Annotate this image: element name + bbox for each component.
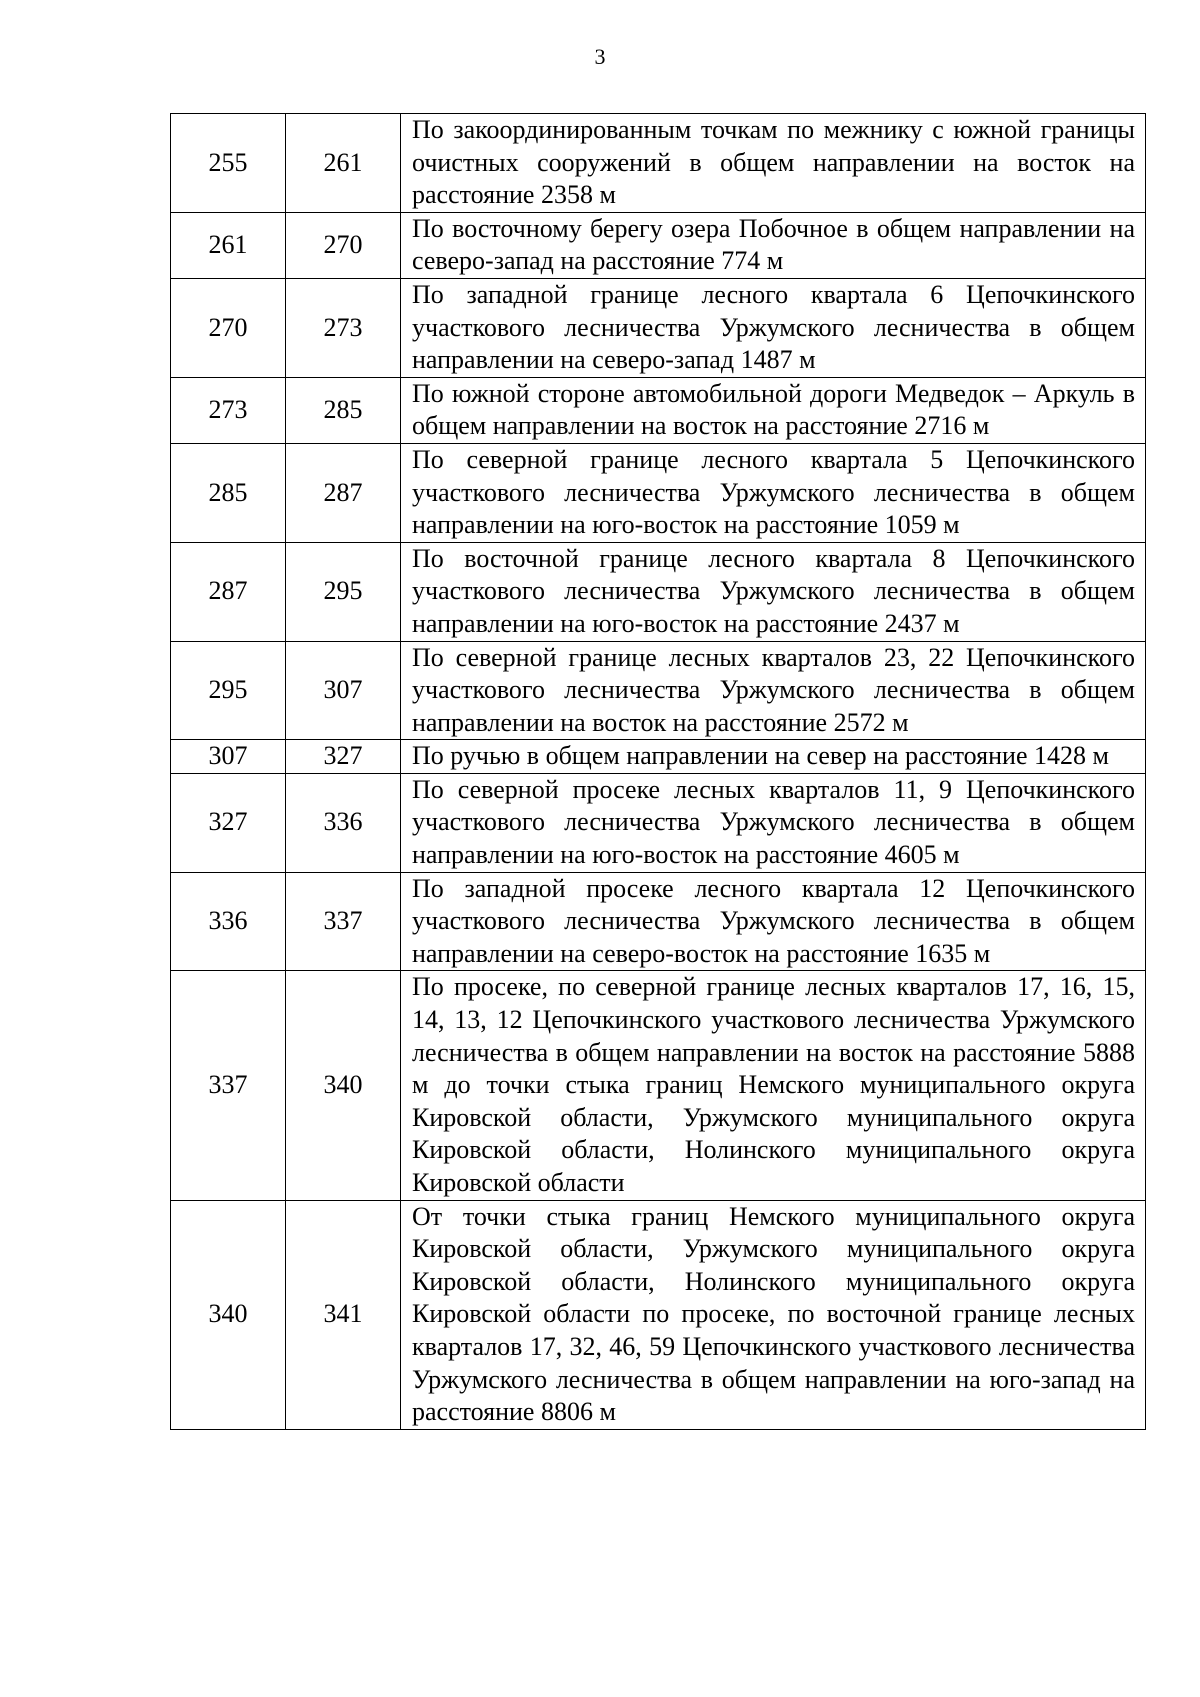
table-row (171, 114, 1146, 213)
table-row (171, 1200, 1146, 1429)
point-from: 307 (171, 740, 286, 774)
point-to: 261 (286, 114, 401, 213)
boundary-description: По восточному берегу озера Побочное в общем направлении на северо-запад на расстояние 774 м (401, 212, 1146, 278)
boundary-description: По северной границе лесного квартала 5 Цепочкинского участкового лесничества Уржумского лесничества в общем направлении на юго-восток на расстояние 1059 м (401, 443, 1146, 542)
table-row (171, 212, 1146, 278)
table-row (171, 377, 1146, 443)
boundary-description: По западной просеке лесного квартала 12 Цепочкинского участкового лесничества Уржумского лесничества в общем направлении на северо-восток на расстояние 1635 м (401, 872, 1146, 971)
boundary-description: По восточной границе лесного квартала 8 Цепочкинского участкового лесничества Уржумского лесничества в общем направлении на юго-восток на расстояние 2437 м (401, 542, 1146, 641)
point-to: 340 (286, 971, 401, 1200)
page-number: 3 (594, 44, 606, 69)
point-from: 327 (171, 773, 286, 872)
point-from: 336 (171, 872, 286, 971)
boundary-description: По просеке, по северной границе лесных кварталов 17, 16, 15, 14, 13, 12 Цепочкинского участкового лесничества Уржумского лесничества в общем направлении на восток на расстояние 5888 м до точки стыка границ Немского муниципального округа Кировской области, Уржумского муниципального округа Кировской области, Нолинского муниципального округа Кировской области (401, 971, 1146, 1200)
point-to: 341 (286, 1200, 401, 1429)
boundary-description: По северной границе лесных кварталов 23, 22 Цепочкинского участкового лесничества Уржумского лесничества в общем направлении на восток на расстояние 2572 м (401, 641, 1146, 740)
boundary-description: По западной границе лесного квартала 6 Цепочкинского участкового лесничества Уржумского лесничества в общем направлении на северо-запад 1487 м (401, 278, 1146, 377)
table-row (171, 542, 1146, 641)
table-row (171, 278, 1146, 377)
point-from: 255 (171, 114, 286, 213)
boundary-description: От точки стыка границ Немского муниципального округа Кировской области, Уржумского муниципального округа Кировской области, Нолинского муниципального округа Кировской области по просеке, по восточной границе лесных кварталов 17, 32, 46, 59 Цепочкинского участкового лесничества Уржумского лесничества в общем направлении на юго-запад на расстояние 8806 м (401, 1200, 1146, 1429)
boundary-description: По южной стороне автомобильной дороги Медведок – Аркуль в общем направлении на восток на расстояние 2716 м (401, 377, 1146, 443)
table-row (171, 773, 1146, 872)
boundary-description-table (170, 113, 1146, 1430)
table-row (171, 971, 1146, 1200)
point-from: 295 (171, 641, 286, 740)
point-from: 261 (171, 212, 286, 278)
point-from: 273 (171, 377, 286, 443)
point-from: 285 (171, 443, 286, 542)
point-from: 340 (171, 1200, 286, 1429)
point-to: 337 (286, 872, 401, 971)
boundary-description: По ручью в общем направлении на север на расстояние 1428 м (401, 740, 1146, 774)
table-row (171, 641, 1146, 740)
point-to: 270 (286, 212, 401, 278)
table-row (171, 443, 1146, 542)
boundary-description: По северной просеке лесных кварталов 11, 9 Цепочкинского участкового лесничества Уржумского лесничества в общем направлении на юго-восток на расстояние 4605 м (401, 773, 1146, 872)
point-to: 307 (286, 641, 401, 740)
point-to: 273 (286, 278, 401, 377)
table-row (171, 740, 1146, 774)
point-to: 336 (286, 773, 401, 872)
point-to: 287 (286, 443, 401, 542)
point-to: 285 (286, 377, 401, 443)
point-to: 327 (286, 740, 401, 774)
point-from: 287 (171, 542, 286, 641)
point-to: 295 (286, 542, 401, 641)
boundary-description: По закоординированным точкам по межнику с южной границы очистных сооружений в общем направлении на восток на расстояние 2358 м (401, 114, 1146, 213)
point-from: 270 (171, 278, 286, 377)
table-row (171, 872, 1146, 971)
point-from: 337 (171, 971, 286, 1200)
